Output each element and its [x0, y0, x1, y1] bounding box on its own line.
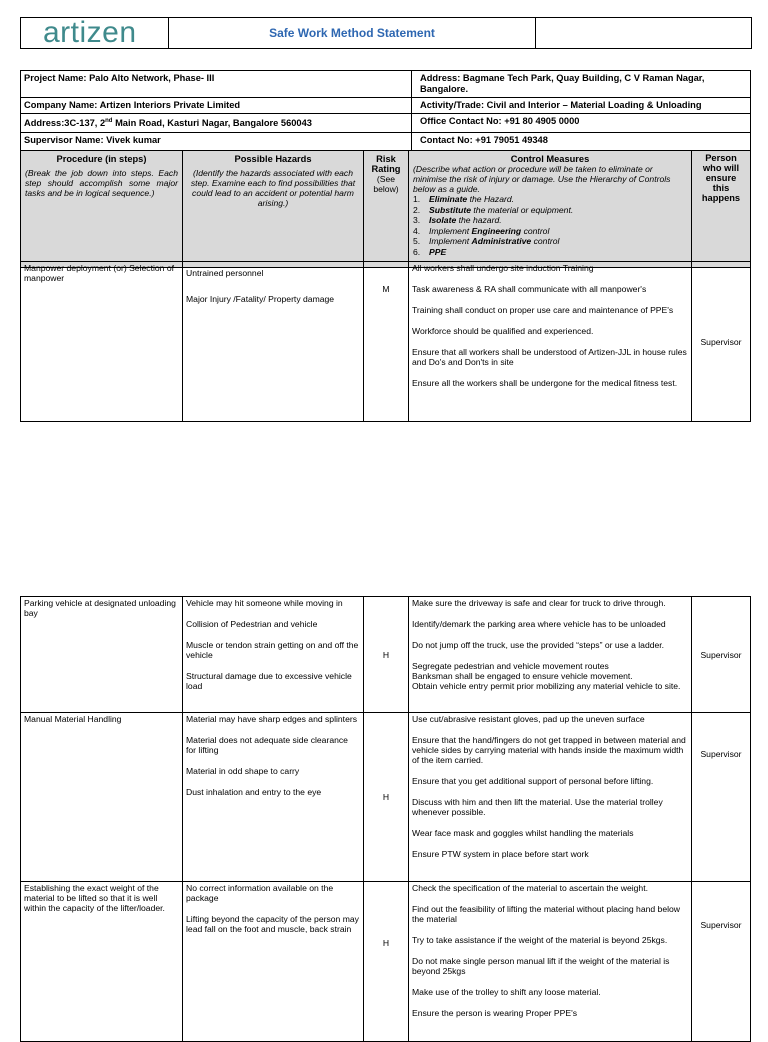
risk-header-title: Risk Rating — [371, 154, 401, 174]
control-hierarchy-number: 4. — [413, 225, 421, 236]
hazards-cell — [183, 713, 364, 882]
control-hierarchy-item — [413, 226, 687, 237]
hazard-item: Untrained personnel — [186, 268, 264, 278]
procedure-cell: Manual Material Handling — [21, 713, 183, 882]
control-item: Segregate pedestrian and vehicle movement routes — [412, 661, 609, 671]
control-item: Do not make single person manual lift if the weight of the material is beyond 25kgs — [412, 956, 670, 976]
hazards-cell — [183, 262, 364, 422]
control-item: Identify/demark the parking area where vehicle has to be unloaded — [412, 619, 666, 629]
control-item: Banksman shall be engaged to ensure vehicle movement. — [412, 671, 633, 681]
person-header-title: Person who will ensure this happens — [701, 153, 741, 203]
hierarchy-of-controls-list — [413, 194, 687, 257]
control-item: Training shall conduct on proper use care and maintenance of PPE's — [412, 305, 674, 315]
procedure-cell: Establishing the exact weight of the material to be lifted so that it is well within the capacity of the lifter/loader. — [21, 882, 183, 1042]
control-item: Use cut/abrasive resistant gloves, pad up the uneven surface — [412, 714, 645, 724]
control-item: Ensure that you get additional support of personal before lifting. — [412, 776, 654, 786]
document-title: Safe Work Method Statement — [169, 18, 536, 49]
control-hierarchy-prefix: Implement — [429, 236, 472, 246]
control-hierarchy-number: 6. — [413, 246, 421, 257]
risk-rating-cell: H — [364, 597, 409, 713]
control-hierarchy-number: 1. — [413, 194, 421, 204]
control-item: Task awareness & RA shall communicate with all manpower's — [412, 284, 647, 294]
company-address — [21, 114, 412, 133]
hazard-item: Material does not adequate side clearance for lifting — [186, 735, 348, 755]
control-hierarchy-item — [413, 194, 687, 205]
person-header — [692, 151, 751, 268]
control-item: Find out the feasibility of lifting the material without placing hand below the material — [412, 904, 680, 924]
control-header-title: Control Measures — [510, 154, 590, 164]
control-item: All workers shall undergo site induction Training — [412, 263, 594, 273]
hazard-item: Major Injury /Fatality/ Property damage — [186, 294, 335, 304]
control-hierarchy-number: 3. — [413, 215, 421, 225]
hazard-item: Material may have sharp edges and splinters — [186, 714, 358, 724]
company-address-text-2: Main Road, Kasturi Nagar, Bangalore 560043 — [112, 118, 312, 129]
control-hierarchy-text: the Hazard. — [467, 194, 515, 204]
person-cell: Supervisor — [692, 882, 751, 1042]
control-hierarchy-keyword: PPE — [429, 246, 447, 257]
control-hierarchy-keyword: Substitute — [429, 204, 472, 215]
control-item: Try to take assistance if the weight of the material is beyond 25kgs. — [412, 935, 668, 945]
control-item: Do not jump off the truck, use the provided “steps” or use a ladder. — [412, 640, 665, 650]
control-hierarchy-text: the material or equipment. — [471, 204, 574, 215]
table-row — [21, 713, 751, 882]
hazards-header — [183, 151, 364, 268]
control-item: Ensure that all workers shall be understood of Artizen-JJL in house rules and Do's and Don'ts in site — [412, 347, 687, 367]
control-hierarchy-prefix: Implement — [429, 225, 472, 236]
supervisor-name: Supervisor Name: Vivek kumar — [21, 133, 412, 151]
hazards-cell — [183, 597, 364, 713]
control-header — [409, 151, 692, 268]
procedure-header — [21, 151, 183, 268]
control-hierarchy-item — [413, 247, 687, 258]
hazard-item: Muscle or tendon strain getting on and off the vehicle — [186, 640, 359, 660]
control-measures-cell — [409, 713, 692, 882]
company-address-text: Address:3C-137, 2 — [24, 118, 106, 129]
procedure-header-title: Procedure (in steps) — [56, 154, 147, 164]
control-measures-cell — [409, 882, 692, 1042]
company-name: Company Name: Artizen Interiors Private Limited — [21, 98, 412, 114]
header-blank-cell — [536, 18, 752, 49]
control-item: Ensure that the hand/fingers do not get trapped in between material and vehicle sides by carrying material with hands inside the maximum width of the item carried. — [412, 735, 686, 765]
hazard-item: Dust inhalation and entry to the eye — [186, 787, 322, 797]
company-address-sup: nd — [105, 118, 113, 124]
risk-header-note: (See below) — [373, 174, 399, 194]
procedure-table-page2 — [20, 596, 751, 1042]
project-name: Project Name: Palo Alto Network, Phase- III — [21, 71, 412, 98]
artizen-logo: artizen — [43, 16, 137, 49]
person-cell: Supervisor — [692, 713, 751, 882]
column-header-table — [20, 150, 751, 268]
risk-rating-cell: M — [364, 262, 409, 422]
activity-trade: Activity/Trade: Civil and Interior – Material Loading & Unloading — [412, 98, 751, 114]
control-measures-cell — [409, 597, 692, 713]
procedure-cell: Manpower deployment (or) Selection of manpower — [21, 262, 183, 422]
hazards-header-title: Possible Hazards — [234, 154, 312, 164]
control-item: Ensure PTW system in place before start work — [412, 849, 589, 859]
procedure-cell: Parking vehicle at designated unloading bay — [21, 597, 183, 713]
risk-rating-cell: H — [364, 882, 409, 1042]
hazards-cell — [183, 882, 364, 1042]
procedure-header-note: (Break the job down into steps. Each step should accomplish some major tasks and be in logical sequence.) — [25, 168, 178, 198]
control-hierarchy-item — [413, 236, 687, 247]
control-hierarchy-keyword: Isolate — [429, 215, 457, 225]
table-row — [21, 597, 751, 713]
control-item: Wear face mask and goggles whilst handling the materials — [412, 828, 634, 838]
office-contact: Office Contact No: +91 80 4905 0000 — [412, 114, 751, 133]
hazard-item: Vehicle may hit someone while moving in — [186, 598, 343, 608]
control-hierarchy-text: control — [531, 236, 560, 246]
control-item: Ensure all the workers shall be undergone for the medical fitness test. — [412, 378, 678, 388]
hazard-item: No correct information available on the package — [186, 883, 334, 903]
control-hierarchy-text: control — [521, 225, 550, 236]
control-item: Discuss with him and then lift the material. Use the material trolley whenever possible. — [412, 797, 663, 817]
risk-header — [364, 151, 409, 268]
person-cell: Supervisor — [692, 597, 751, 713]
hazards-header-note: (Identify the hazards associated with each step. Examine each to find possibilities that could lead to an accident or potential harm arising.) — [190, 168, 356, 208]
table-row — [21, 262, 751, 422]
control-hierarchy-text: the hazard. — [456, 215, 502, 225]
control-header-note: (Describe what action or procedure will be taken to eliminate or minimise the risk of injury or damage. Use the Hierarchy of Controls below as a guide. — [413, 164, 671, 194]
control-item: Make use of the trolley to shift any loose material. — [412, 987, 601, 997]
control-hierarchy-item — [413, 205, 687, 216]
control-hierarchy-item — [413, 215, 687, 226]
control-hierarchy-keyword: Eliminate — [429, 194, 468, 204]
table-row — [21, 882, 751, 1042]
control-hierarchy-keyword: Engineering — [471, 225, 522, 236]
control-item: Make sure the driveway is safe and clear for truck to drive through. — [412, 598, 666, 608]
control-hierarchy-keyword: Administrative — [471, 236, 532, 246]
hazard-item: Collision of Pedestrian and vehicle — [186, 619, 318, 629]
document-header — [20, 17, 752, 49]
procedure-table-page1 — [20, 261, 751, 422]
logo-cell — [21, 18, 169, 49]
project-info-table — [20, 70, 751, 151]
control-item: Workforce should be qualified and experienced. — [412, 326, 594, 336]
hazard-item: Lifting beyond the capacity of the person may lead fall on the foot and muscle, back strain — [186, 914, 359, 934]
hazard-item: Structural damage due to excessive vehicle load — [186, 671, 352, 691]
hazard-item: Material in odd shape to carry — [186, 766, 300, 776]
control-item: Obtain vehicle entry permit prior mobilizing any material vehicle to site. — [412, 681, 681, 691]
contact-number: Contact No: +91 79051 49348 — [412, 133, 751, 151]
control-measures-cell — [409, 262, 692, 422]
control-hierarchy-number: 2. — [413, 204, 421, 215]
person-cell: Supervisor — [692, 262, 751, 422]
project-address: Address: Bagmane Tech Park, Quay Building, C V Raman Nagar, Bangalore. — [412, 71, 751, 98]
control-item: Check the specification of the material to ascertain the weight. — [412, 883, 648, 893]
control-item: Ensure the person is wearing Proper PPE's — [412, 1008, 578, 1018]
risk-rating-cell: H — [364, 713, 409, 882]
control-hierarchy-number: 5. — [413, 236, 421, 246]
